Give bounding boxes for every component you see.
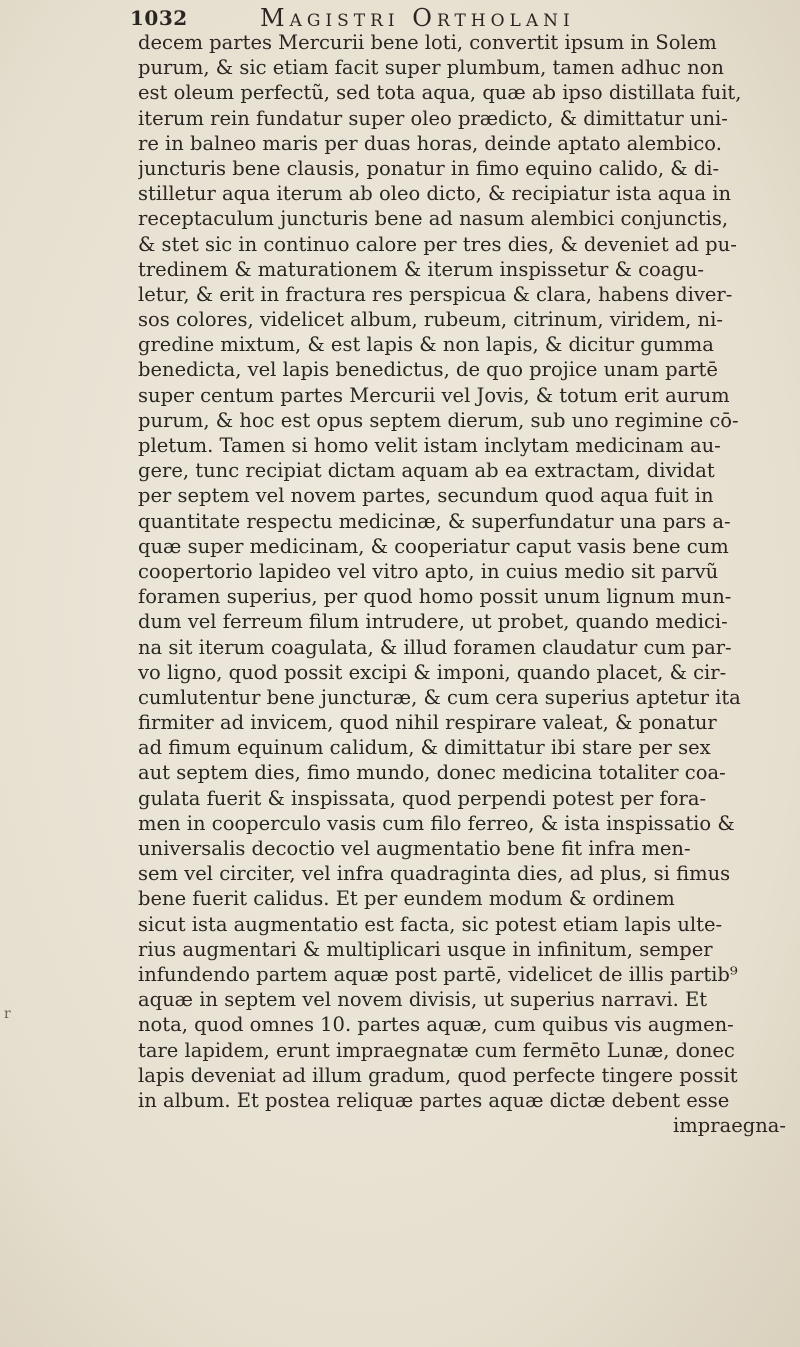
text-line: benedicta, vel lapis benedictus, de quo projice unam partē xyxy=(138,358,718,382)
text-line: na sit iterum coagulata, & illud foramen claudatur cum par- xyxy=(138,635,732,659)
text-line: vo ligno, quod possit excipi & imponi, quando placet, & cir- xyxy=(138,660,727,684)
text-line: tare lapidem, erunt impraegnatæ cum fermēto Lunæ, donec xyxy=(138,1038,735,1062)
running-title: Magistri Ortholani xyxy=(260,4,575,32)
text-line: purum, & hoc est opus septem dierum, sub uno regimine cō- xyxy=(138,408,739,432)
text-line: juncturis bene clausis, ponatur in fimo equino calido, & di- xyxy=(138,156,720,180)
text-line: tredinem & maturationem & iterum inspissetur & coagu- xyxy=(138,257,705,281)
page-header xyxy=(130,4,790,32)
text-line: gulata fuerit & inspissata, quod perpendi potest per fora- xyxy=(138,786,707,810)
text-line: dum vel ferreum filum intrudere, ut probet, quando medici- xyxy=(138,610,728,634)
text-line: nota, quod omnes 10. partes aquæ, cum quibus vis augmen- xyxy=(138,1013,734,1037)
text-line: gredine mixtum, & est lapis & non lapis, & dicitur gumma xyxy=(138,333,714,357)
text-line: purum, & sic etiam facit super plumbum, tamen adhuc non xyxy=(138,56,724,80)
page-number: 1032 xyxy=(130,6,188,30)
text-line: est oleum perfectũ, sed tota aqua, quæ ab ipso distillata fuit, xyxy=(138,81,742,105)
margin-mark: r xyxy=(4,1006,11,1022)
text-line: gere, tunc recipiat dictam aquam ab ea extractam, dividat xyxy=(138,459,715,483)
text-line: cumlutentur bene juncturæ, & cum cera superius aptetur ita xyxy=(138,685,741,709)
text-line: pletum. Tamen si homo velit istam inclytam medicinam au- xyxy=(138,434,721,457)
text-line: sos colores, videlicet album, rubeum, citrinum, viridem, ni- xyxy=(138,308,723,332)
text-line: sicut ista augmentatio est facta, sic potest etiam lapis ulte- xyxy=(138,912,723,936)
text-line: sem vel circiter, vel infra quadraginta dies, ad plus, si fimus xyxy=(138,862,731,886)
text-line: rius augmentari & multiplicari usque in infinitum, semper xyxy=(138,937,713,961)
text-line: aquæ in septem vel novem divisis, ut superius narravi. Et xyxy=(138,988,708,1012)
text-line: lapis deveniat ad illum gradum, quod perfecte tingere possit xyxy=(138,1063,738,1087)
text-line: ad fimum equinum calidum, & dimittatur ibi stare per sex xyxy=(138,736,711,760)
text-line: coopertorio lapideo vel vitro apto, in cuius medio sit parvũ xyxy=(138,559,719,583)
text-line: super centum partes Mercurii vel Jovis, & totum erit aurum xyxy=(138,383,730,407)
text-line: letur, & erit in fractura res perspicua & clara, habens diver- xyxy=(138,282,733,306)
text-line: iterum rein fundatur super oleo prædicto, & dimittatur uni- xyxy=(138,106,728,130)
text-line: quantitate respectu medicinæ, & superfundatur una pars a- xyxy=(138,509,731,533)
text-line: infundendo partem aquæ post partē, videlicet de illis partib⁹ xyxy=(138,962,738,986)
text-line: re in balneo maris per duas horas, deinde aptato alembico. xyxy=(138,131,722,155)
catchword: impraegna- xyxy=(673,1114,786,1138)
text-line: universalis decoctio vel augmentatio bene fit infra men- xyxy=(138,837,691,860)
text-line: decem partes Mercurii bene loti, convertit ipsum in Solem xyxy=(138,31,717,54)
text-line: men in cooperculo vasis cum filo ferreo, & ista inspissatio & xyxy=(138,811,735,835)
text-line: foramen superius, per quod homo possit unum lignum mun- xyxy=(138,585,732,609)
text-line: aut septem dies, fimo mundo, donec medicina totaliter coa- xyxy=(138,761,726,785)
text-line: & stet sic in continuo calore per tres dies, & deveniet ad pu- xyxy=(138,232,737,256)
text-line: in album. Et postea reliquæ partes aquæ dictæ debent esse xyxy=(138,1088,730,1112)
text-line: quæ super medicinam, & cooperiatur caput vasis bene cum xyxy=(138,534,729,558)
text-line: bene fuerit calidus. Et per eundem modum & ordinem xyxy=(138,887,675,911)
text-line: per septem vel novem partes, secundum quod aqua fuit in xyxy=(138,484,714,508)
body-text xyxy=(138,30,790,1138)
text-line: stilletur aqua iterum ab oleo dicto, & recipiatur ista aqua in xyxy=(138,182,732,206)
text-line: receptaculum juncturis bene ad nasum alembici conjunctis, xyxy=(138,207,729,231)
text-line: firmiter ad invicem, quod nihil respirare valeat, & ponatur xyxy=(138,711,717,735)
